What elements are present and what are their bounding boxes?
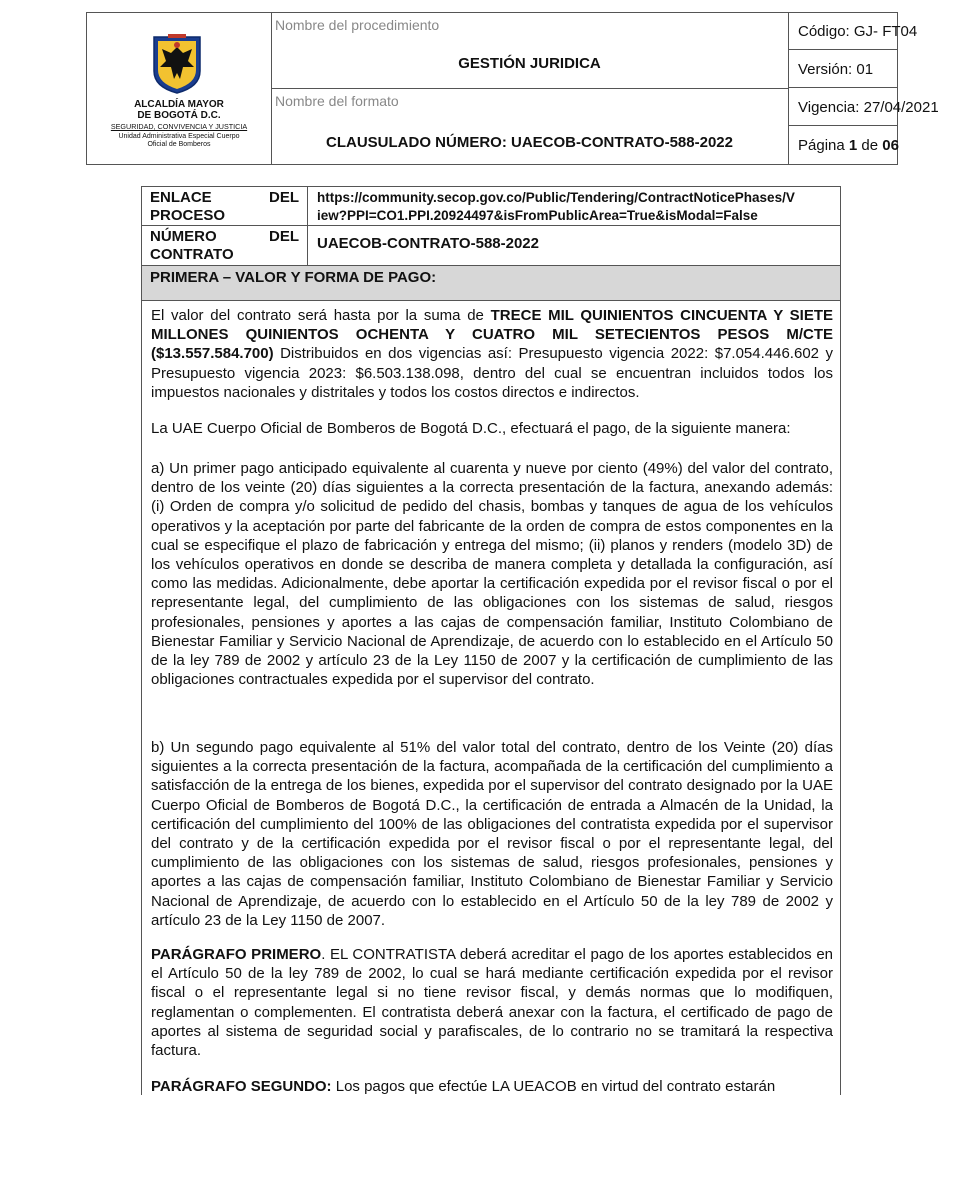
p6-text: Los pagos que efectúe LA UEACOB en virtud del contrato estarán (331, 1078, 776, 1095)
paragraph-value (151, 306, 833, 402)
number-label-a: NÚMERO (150, 228, 217, 245)
p5-text: . EL CONTRATISTA deberá acreditar el pago de los aportes establecidos en el Artículo 50 de la ley 789 de 2002, lo cual se hará mediante certificación expedida por el revisor fiscal o el representante legal si no tiene revisor fiscal, y demás normas que lo modifiquen, reglamentan o complementen. El contratista deberá anexar con la factura, el certificado de pago de aportes al sistema de seguridad social y parafiscales, de lo contrario no se tramitará la respectiva factura. (151, 946, 833, 1060)
logo-line-3: SEGURIDAD, CONVIVENCIA Y JUSTICIA (110, 122, 248, 131)
page-current: 1 (848, 137, 858, 154)
logo-line-5: Oficial de Bomberos (147, 141, 211, 148)
procedure-cell (271, 13, 788, 89)
link-label-c: PROCESO (150, 207, 226, 224)
logo-subtitle (87, 133, 271, 149)
paragraph-first-payment: a) Un primer pago anticipado equivalente al cuarenta y nueve por ciento (49%) del valor del contrato, dentro de los veinte (20) días siguientes a la correcta presentación de la factura, anexando además: (i) Orden de compra y/o solicitud de pedido del chasis, bombas y tanques de agua de los vehículos operativos y la aceptación por parte del fabricante de la orden de compra de estos componentes en la cual se especifique el plazo de fabricación y entrega del mismo; (ii) planos y renders (modelo 3D) de los vehículos operativos en donde se describa de manera completa y detallada la configuración, así como las medidas. Adicionalmente, debe aportar la certificación expedida por el revisor fiscal o por el representante legal, del cumplimiento de las obligaciones con los sistemas de salud, riesgos profesionales, pensiones y aportes a las cajas de compensación familiar, Instituto Colombiano de Bienestar Familiar y Servicio Nacional de Aprendizaje, de acuerdo con lo establecido en el Artículo 50 de la ley 789 de 2002 y artículo 23 de la Ley 1150 de 2007 y la certificación de cumplimiento de las obligaciones contractuales expedida por el supervisor del contrato. (151, 460, 833, 689)
page-total: 06 (882, 137, 899, 154)
version-cell: Versión: 01 (788, 51, 897, 88)
format-label: Nombre del formato (275, 93, 399, 109)
section-title: PRIMERA – VALOR Y FORMA DE PAGO: (142, 266, 840, 301)
process-link-label (142, 187, 308, 225)
process-link-row (142, 187, 840, 226)
format-name: CLAUSULADO NÚMERO: UAECOB-CONTRATO-588-2022 (326, 134, 733, 151)
document-body (141, 186, 841, 1095)
bogota-coat-of-arms-logo (150, 33, 204, 95)
p1-end: Distribuidos en dos vigencias así: Presupuesto vigencia 2022: $7.054.446.602 y Presupuesto vigencia 2023: $6.503.138.098, dentro del cual se encuentran incluidos todos los impuestos nacionales y distritales y todos los costos directos e indirectos. (151, 345, 833, 401)
procedure-name: GESTIÓN JURIDICA (458, 55, 601, 72)
paragraph-second-payment: b) Un segundo pago equivalente al 51% del valor total del contrato, dentro de los Veinte (20) días siguientes a la correcta presentación de la factura, acompañada de la certificación del cumplimiento a satisfacción de la entrega de los bienes, expedida por el supervisor del contrato designado por la UAE Cuerpo Oficial de Bomberos de Bogotá D.C., la certificación de entrada a Almacén de la Unidad, la certificación del cumplimiento del 100% de las obligaciones del contratista expedida por el supervisor del contrato y de la certificación expedida por el revisor fiscal o por el representante legal, del cumplimiento de las obligaciones con los sistemas de salud, riesgos profesionales, pensiones y aportes a las cajas de compensación familiar, Instituto Colombiano de Bienestar Familiar y Servicio Nacional de Aprendizaje, de acuerdo con lo establecido en el Artículo 50 de la ley 789 de 2002 y artículo 23 de la Ley 1150 de 2007. (151, 739, 833, 929)
paragraph-payment-intro: La UAE Cuerpo Oficial de Bomberos de Bogotá D.C., efectuará el pago, de la siguiente manera: (151, 420, 791, 437)
process-link-value[interactable] (309, 187, 840, 225)
format-cell (271, 89, 788, 164)
validity-cell: Vigencia: 27/04/2021 (788, 89, 897, 126)
page-mid: de (857, 137, 883, 154)
number-label-b: DEL (269, 228, 299, 245)
document-header (86, 12, 939, 165)
link-value-line-2[interactable]: iew?PPI=CO1.PPI.20924497&isFromPublicArea=True&isModal=False (317, 208, 758, 223)
page-prefix: Página (798, 137, 849, 154)
header-right (788, 13, 939, 164)
p5-title: PARÁGRAFO PRIMERO (151, 946, 322, 963)
code-cell: Código: GJ- FT04 (788, 13, 897, 50)
p6-title: PARÁGRAFO SEGUNDO: (151, 1078, 332, 1095)
p1-amount: TRECE MIL QUINIENTOS CINCUENTA Y SIETE MILLONES QUINIENTOS OCHENTA Y CUATRO MIL SETECIENTOS PESOS M/CTE ($13.557.584.700) (151, 307, 834, 363)
link-label-a: ENLACE (150, 189, 212, 206)
p1-start: El valor del contrato será hasta por la suma de (151, 307, 491, 324)
procedure-label: Nombre del procedimiento (275, 17, 440, 33)
logo-line-2: DE BOGOTÁ D.C. (137, 110, 221, 121)
link-label-b: DEL (269, 189, 299, 206)
contract-number-row (142, 226, 840, 266)
number-label-c: CONTRATO (150, 246, 234, 263)
logo-line-1: ALCALDÍA MAYOR (134, 99, 224, 110)
page-cell (788, 127, 897, 165)
logo-line-4: Unidad Administrativa Especial Cuerpo (118, 133, 240, 140)
paragraph-second-clause (151, 1077, 833, 1095)
contract-number-value: UAECOB-CONTRATO-588-2022 (317, 235, 539, 252)
logo-cell (87, 13, 272, 164)
contract-number-label (142, 226, 308, 265)
paragraph-first-clause (151, 945, 833, 1060)
logo-name (87, 99, 271, 121)
link-value-line-1[interactable]: https://community.secop.gov.co/Public/Tendering/ContractNoticePhases/V (317, 190, 795, 205)
header-middle (271, 13, 789, 164)
